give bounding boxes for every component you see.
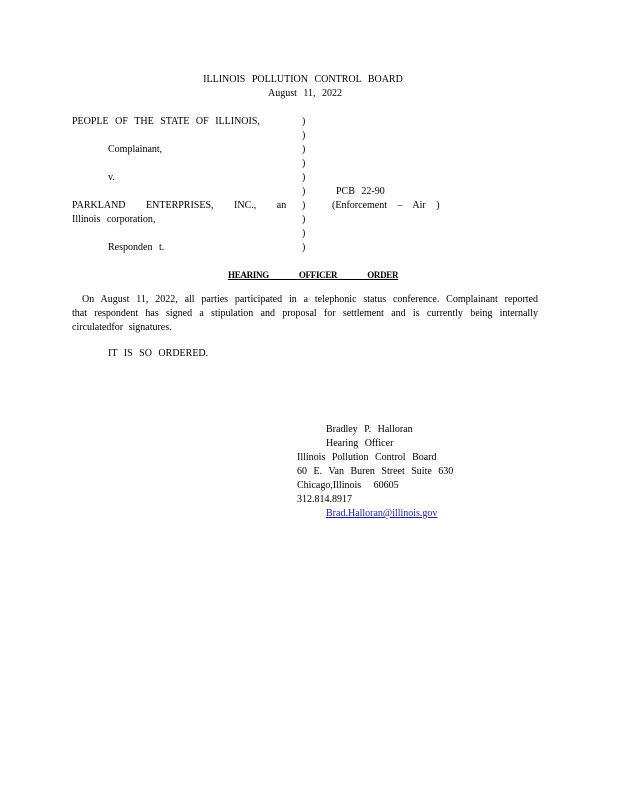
board-title: ILLINOIS POLLUTION CONTROL BOARD bbox=[203, 74, 403, 85]
order-paragraph: On August 11, 2022, all parties participated in a telephonic status conference. Complainant reported that respondent has signed a stipulation and proposal for settlement and is currently being internally circulatedfor signatures. bbox=[72, 294, 538, 333]
order-heading: HEARING OFFICER ORDER bbox=[228, 270, 399, 280]
signer-name: Bradley P. Halloran bbox=[326, 424, 413, 435]
signer-address: 60 E. Van Buren Street Suite 630 bbox=[297, 466, 454, 477]
signer-title: Hearing Officer bbox=[326, 438, 394, 449]
paren: ) bbox=[302, 186, 306, 197]
paren: ) bbox=[302, 172, 306, 183]
defendant-name: PARKLAND ENTERPRISES, INC., an bbox=[72, 200, 287, 211]
case-type: (Enforcement – Air ) bbox=[332, 200, 440, 211]
paren: ) bbox=[302, 200, 306, 211]
closing-statement: IT IS SO ORDERED. bbox=[108, 348, 209, 359]
paren: ) bbox=[302, 242, 306, 253]
paren: ) bbox=[302, 158, 306, 169]
caption-parentheses bbox=[302, 115, 305, 255]
signer-email-link[interactable]: Brad.Halloran@illinois.gov bbox=[326, 508, 438, 519]
plaintiff-name: PEOPLE OF THE STATE OF ILLINOIS, bbox=[72, 116, 260, 127]
defendant-description: Illinois corporation, bbox=[72, 214, 156, 225]
case-number: PCB 22-90 bbox=[336, 186, 385, 197]
signer-city: Chicago,Illinois 60605 bbox=[297, 480, 399, 491]
paren: ) bbox=[302, 228, 306, 239]
paren: ) bbox=[302, 144, 306, 155]
paren: ) bbox=[302, 214, 306, 225]
paren: ) bbox=[302, 116, 306, 127]
versus-label: v. bbox=[108, 172, 115, 183]
paren: ) bbox=[302, 130, 306, 141]
signer-phone: 312.814.8917 bbox=[297, 494, 352, 505]
respondent-label: Responden t. bbox=[108, 242, 165, 253]
order-date: August 11, 2022 bbox=[267, 88, 343, 99]
complainant-label: Complainant, bbox=[108, 144, 163, 155]
signer-organization: Illinois Pollution Control Board bbox=[297, 452, 437, 463]
